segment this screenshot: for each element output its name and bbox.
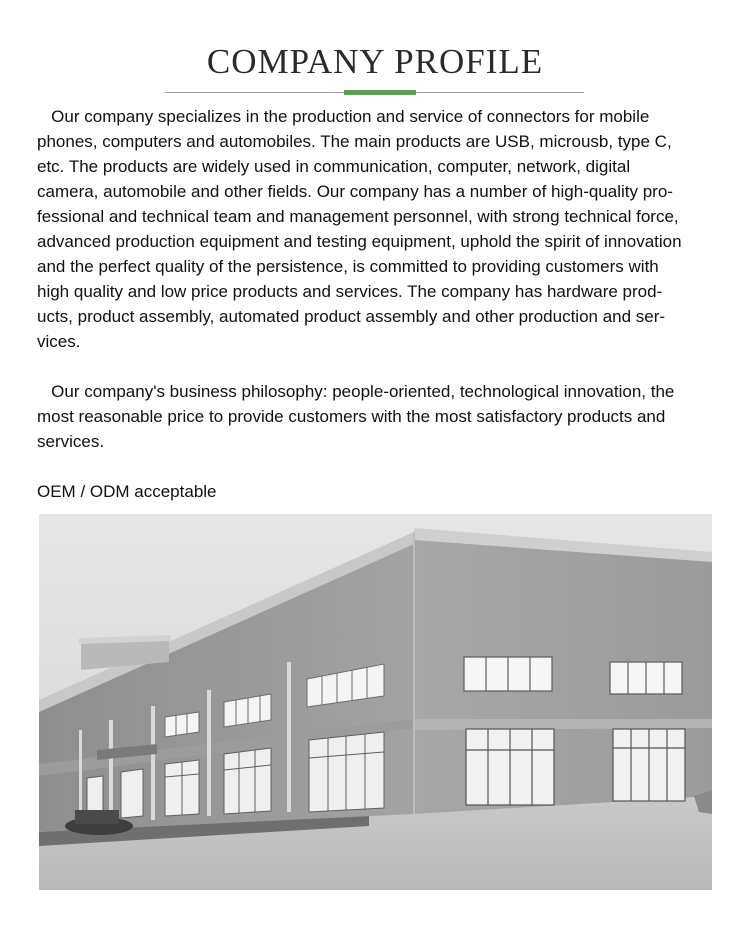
title-accent-bar (344, 90, 416, 95)
paragraph-line: services. (37, 432, 105, 451)
paragraph-line: camera, automobile and other fields. Our company has a number of high-quality pro- (37, 182, 673, 201)
paragraph-line: etc. The products are widely used in communication, computer, network, digital (37, 157, 631, 176)
paragraph-line: vices. (37, 332, 81, 351)
paragraph-line: fessional and technical team and management personnel, with strong technical force, (37, 207, 679, 226)
oem-note: OEM / ODM acceptable (37, 482, 217, 501)
page-title: COMPANY PROFILE (206, 42, 544, 81)
paragraph-line: phones, computers and automobiles. The main products are USB, microusb, type C, (37, 132, 672, 151)
paragraph-line: high quality and low price products and services. The company has hardware prod- (37, 282, 663, 301)
paragraph-spacer (37, 354, 727, 379)
paragraph-spacer (37, 454, 727, 479)
paragraph-line: ucts, product assembly, automated product assembly and other production and ser- (37, 307, 666, 326)
paragraph-line: and the perfect quality of the persistence, is committed to providing customers with (37, 257, 659, 276)
paragraph-line: advanced production equipment and testing equipment, uphold the spirit of innovation (37, 232, 682, 251)
paragraph-line: Our company specializes in the production and service of connectors for mobile (37, 107, 650, 126)
paragraph-line: most reasonable price to provide customers with the most satisfactory products and (37, 407, 666, 426)
paragraph-line: Our company's business philosophy: people-oriented, technological innovation, the (37, 382, 675, 401)
company-description (37, 104, 727, 504)
factory-building-photo (39, 514, 712, 890)
